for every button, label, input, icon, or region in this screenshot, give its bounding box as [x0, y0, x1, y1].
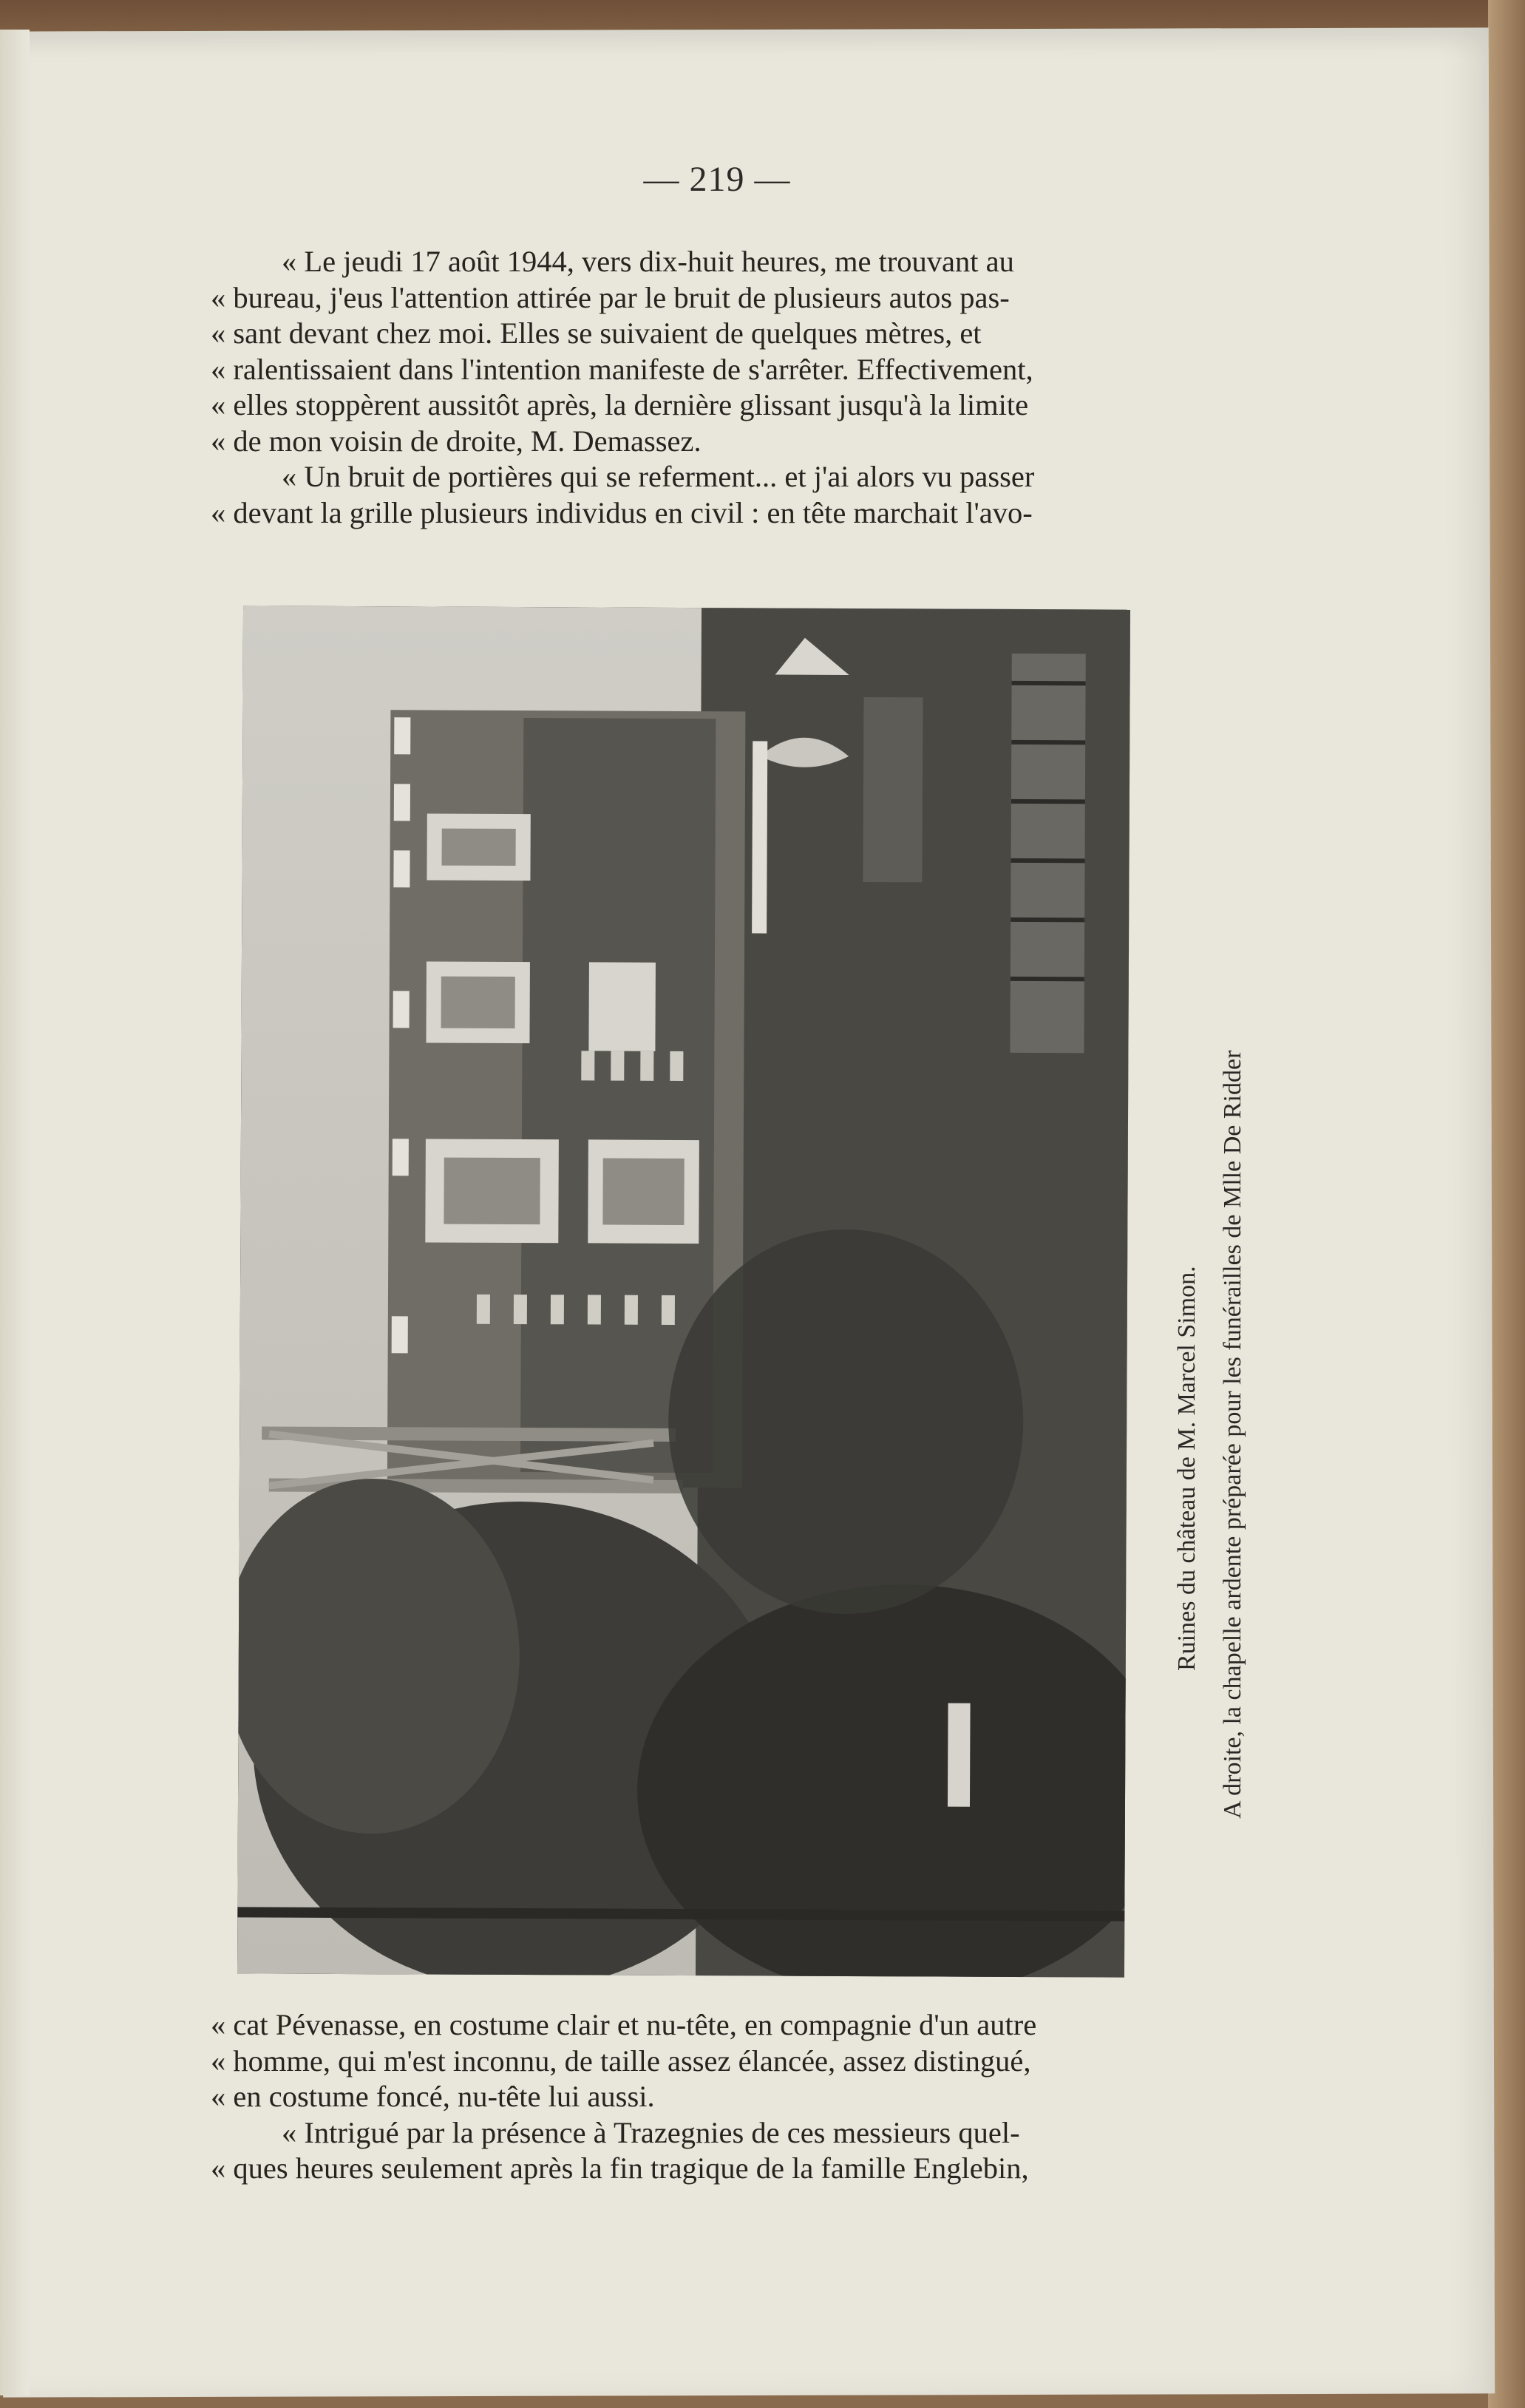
- photo-chateau-ruins: [237, 606, 1130, 1977]
- text-line: « homme, qui m'est inconnu, de taille assez élancée, assez distingué,: [211, 2044, 1031, 2078]
- text-line: « devant la grille plusieurs individus en civil : en tête marchait l'avo-: [211, 495, 1033, 529]
- photo-illustration: [237, 606, 1130, 1977]
- text-block-top: [211, 244, 1260, 531]
- page-number: — 219 —: [643, 160, 791, 199]
- page-gutter-edge: [0, 30, 30, 2395]
- text-line: « cat Pévenasse, en costume clair et nu-tête, en compagnie d'un autre: [211, 2008, 1037, 2041]
- text-line: « sant devant chez moi. Elles se suivaient de quelques mètres, et: [211, 316, 982, 350]
- text-line: « Intrigué par la présence à Trazegnies de ces messieurs quel-: [282, 2115, 1020, 2149]
- text-line: « Le jeudi 17 août 1944, vers dix-huit heures, me trouvant au: [282, 245, 1014, 278]
- text-line: « de mon voisin de droite, M. Demassez.: [211, 424, 702, 458]
- caption-line-2: A droite, la chapelle ardente préparée pour les funérailles de Mlle De Ridder: [1219, 1050, 1246, 1819]
- photo-caption: [1164, 1051, 1256, 1819]
- text-line: « en costume foncé, nu-tête lui aussi.: [211, 2080, 655, 2113]
- text-block-bottom: [211, 2007, 1260, 2187]
- text-line: « ques heures seulement après la fin tragique de la famille Englebin,: [211, 2151, 1029, 2185]
- text-line: « Un bruit de portières qui se referment... et j'ai alors vu passer: [282, 460, 1035, 493]
- text-line: « ralentissaient dans l'intention manifeste de s'arrêter. Effectivement,: [211, 352, 1033, 386]
- caption-line-1: Ruines du château de M. Marcel Simon.: [1173, 1266, 1200, 1671]
- text-line: « bureau, j'eus l'attention attirée par le bruit de plusieurs autos pas-: [211, 280, 1010, 314]
- text-line: « elles stoppèrent aussitôt après, la dernière glissant jusqu'à la limite: [211, 388, 1029, 421]
